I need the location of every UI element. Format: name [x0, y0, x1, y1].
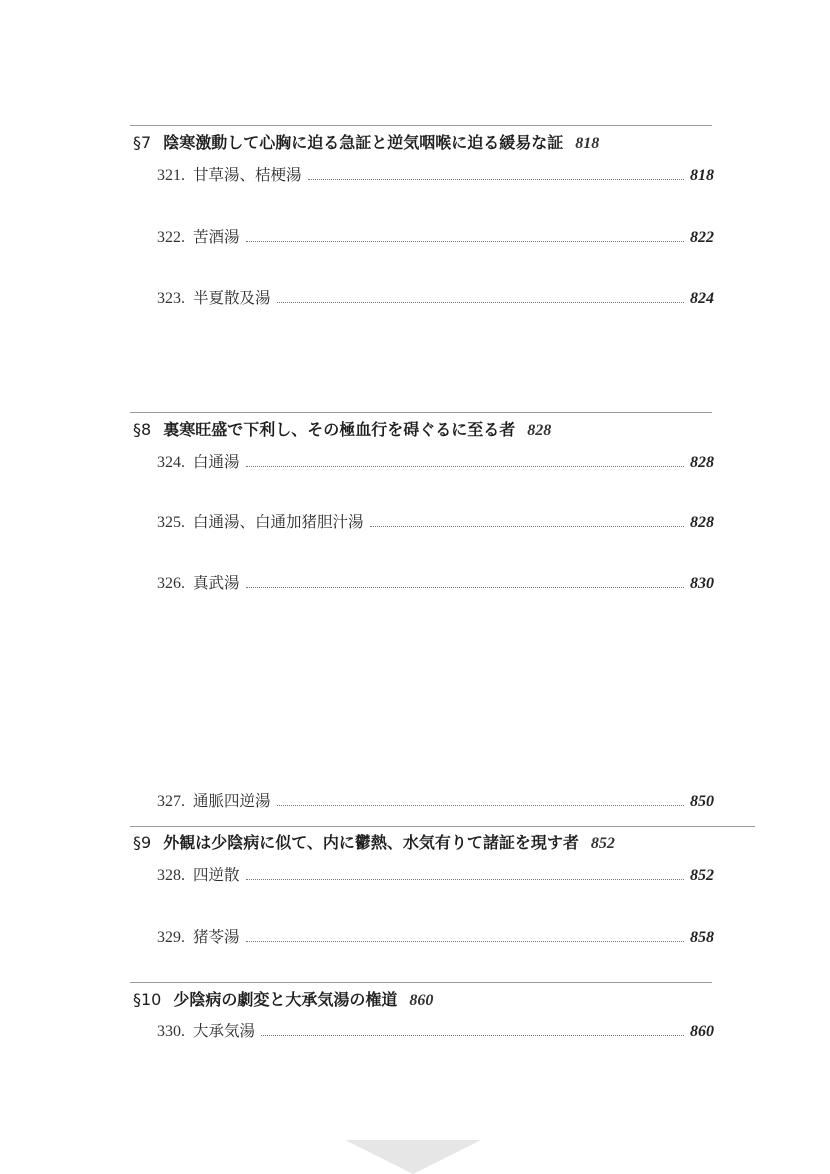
- section-title: 陰寒激動して心胸に迫る急証と逆気咽喉に迫る緩易な証: [163, 133, 564, 152]
- toc-entry[interactable]: [157, 165, 714, 186]
- section-heading: [133, 133, 599, 154]
- toc-entry[interactable]: [157, 573, 714, 594]
- section-number: §8: [133, 420, 152, 439]
- toc-entry[interactable]: [157, 227, 714, 248]
- toc-entry[interactable]: [157, 512, 714, 533]
- section-divider: [130, 826, 755, 827]
- leader-dots: [370, 526, 684, 527]
- entry-page: 852: [690, 867, 714, 884]
- section-divider: [130, 982, 712, 983]
- toc-entry[interactable]: [157, 865, 714, 886]
- entry-page: 818: [690, 167, 714, 184]
- section-page: 852: [590, 835, 615, 852]
- section-page: 828: [527, 422, 552, 439]
- section-heading: [133, 833, 615, 854]
- leader-dots: [246, 941, 684, 942]
- entry-title: 四逆散: [193, 866, 240, 884]
- entry-title: 真武湯: [193, 574, 240, 592]
- entry-number: 323.: [157, 290, 185, 307]
- entry-page: 858: [690, 929, 714, 946]
- section-divider: [130, 125, 712, 126]
- section-page: 860: [409, 992, 434, 1009]
- entry-number: 330.: [157, 1023, 185, 1040]
- section-heading: [133, 420, 551, 441]
- entry-number: 325.: [157, 514, 185, 531]
- entry-title: 白通湯: [193, 453, 240, 471]
- entry-number: 327.: [157, 793, 185, 810]
- section-title: 裏寒旺盛で下利し、その極血行を碍ぐるに至る者: [163, 420, 516, 439]
- leader-dots: [308, 179, 684, 180]
- entry-page: 822: [690, 229, 714, 246]
- entry-title: 通脈四逆湯: [193, 792, 271, 810]
- section-title: 外観は少陰病に似て、内に鬱熱、水気有りて諸証を現す者: [163, 833, 579, 852]
- leader-dots: [277, 302, 684, 303]
- leader-dots: [246, 241, 684, 242]
- leader-dots: [246, 587, 684, 588]
- entry-page: 860: [690, 1023, 714, 1040]
- entry-title: 苦酒湯: [193, 228, 240, 246]
- leader-dots: [246, 879, 684, 880]
- entry-title: 大承気湯: [193, 1022, 256, 1040]
- entry-number: 324.: [157, 454, 185, 471]
- section-number: §7: [133, 133, 152, 152]
- toc-entry[interactable]: [157, 288, 714, 309]
- entry-number: 322.: [157, 229, 185, 246]
- entry-page: 824: [690, 290, 714, 307]
- section-number: §9: [133, 833, 152, 852]
- leader-dots: [277, 805, 684, 806]
- leader-dots: [246, 466, 684, 467]
- entry-page: 830: [690, 575, 714, 592]
- section-divider: [130, 412, 712, 413]
- toc-entry[interactable]: [157, 452, 714, 473]
- toc-entry[interactable]: [157, 791, 714, 812]
- entry-page: 828: [690, 454, 714, 471]
- entry-page: 850: [690, 793, 714, 810]
- toc-entry[interactable]: [157, 927, 714, 948]
- section-heading: [133, 990, 433, 1011]
- leader-dots: [261, 1035, 684, 1036]
- section-page: 818: [575, 135, 600, 152]
- entry-number: 321.: [157, 167, 185, 184]
- entry-page: 828: [690, 514, 714, 531]
- section-title: 少陰病の劇変と大承気湯の権道: [173, 990, 398, 1009]
- entry-title: 半夏散及湯: [193, 289, 271, 307]
- toc-entry[interactable]: [157, 1021, 714, 1042]
- entry-title: 猪苓湯: [193, 928, 240, 946]
- page-bottom-marker: [345, 1140, 481, 1174]
- entry-title: 甘草湯、桔梗湯: [193, 166, 302, 184]
- entry-title: 白通湯、白通加猪胆汁湯: [193, 513, 364, 531]
- section-number: §10: [133, 990, 162, 1009]
- entry-number: 326.: [157, 575, 185, 592]
- entry-number: 329.: [157, 929, 185, 946]
- entry-number: 328.: [157, 867, 185, 884]
